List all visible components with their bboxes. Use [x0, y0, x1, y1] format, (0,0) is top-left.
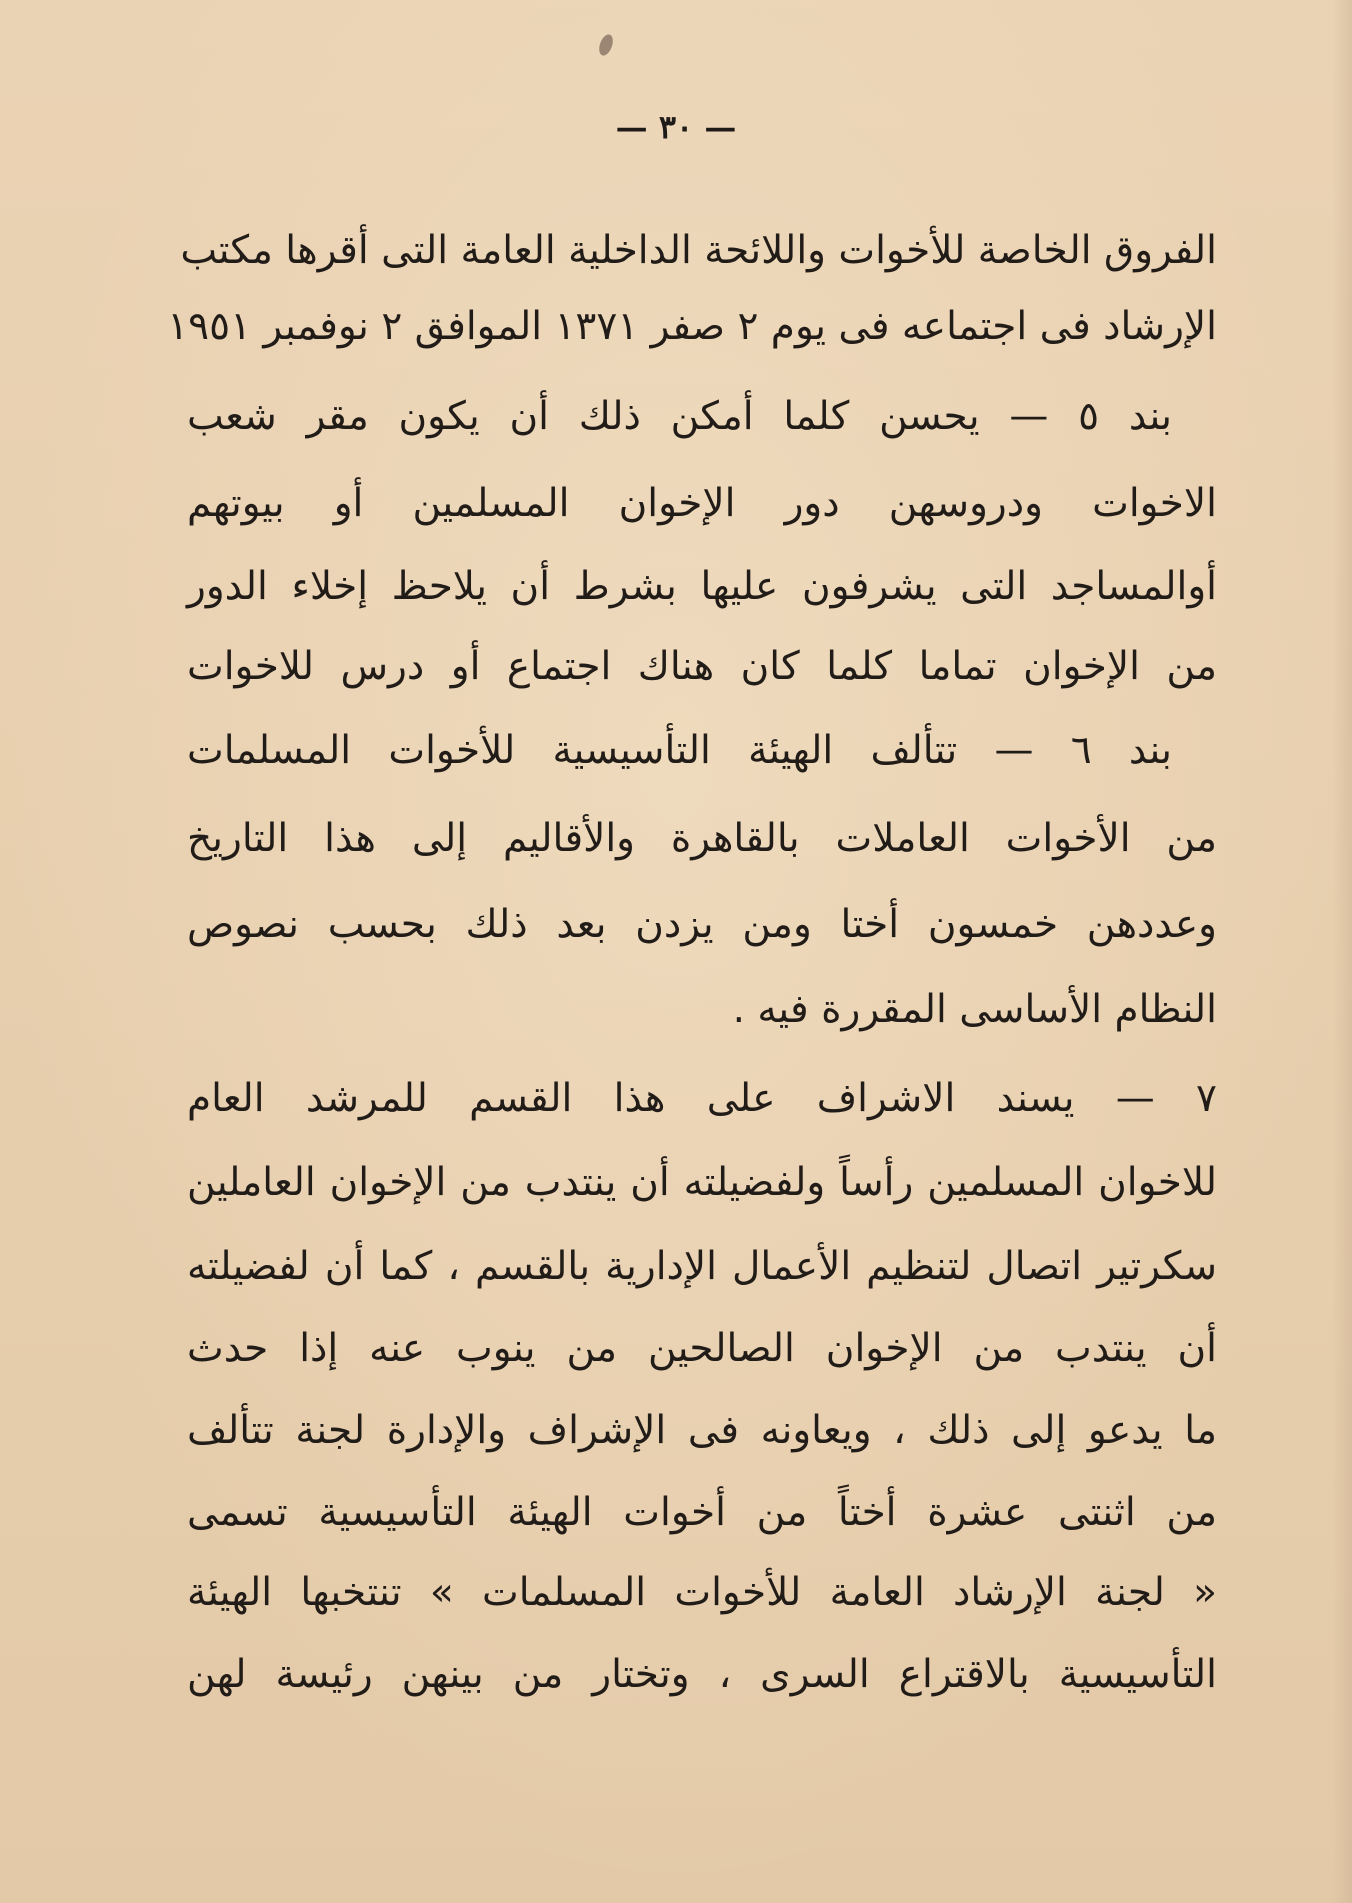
page-number: — ٣٠ — — [615, 108, 737, 146]
text-line-9: وعددهن خمسون أختا ومن يزدن بعد ذلك بحسب نصوص — [187, 902, 1217, 947]
text-line-8: من الأخوات العاملات بالقاهرة والأقاليم إلى هذا التاريخ — [187, 816, 1217, 861]
text-line-12: للاخوان المسلمين رأساً ولفضيلته أن ينتدب من الإخوان العاملين — [187, 1160, 1217, 1205]
text-line-18: التأسيسية بالاقتراع السرى ، وتختار من بينهن رئيسة لهن — [187, 1652, 1217, 1697]
text-line-5: أوالمساجد التى يشرفون عليها بشرط أن يلاحظ إخلاء الدور — [187, 564, 1217, 609]
text-line-6: من الإخوان تماما كلما كان هناك اجتماع أو درس للاخوات — [187, 644, 1217, 689]
text-line-15: ما يدعو إلى ذلك ، ويعاونه فى الإشراف والإدارة لجنة تتألف — [187, 1408, 1217, 1453]
text-line-1: الفروق الخاصة للأخوات واللائحة الداخلية العامة التى أقرها مكتب — [180, 228, 1217, 273]
text-line-16: من اثنتى عشرة أختاً من أخوات الهيئة التأسيسية تسمى — [187, 1490, 1217, 1535]
page-edge-shadow — [1332, 0, 1352, 1903]
ink-spot — [597, 33, 616, 58]
text-line-7: بند ٦ — تتألف الهيئة التأسيسية للأخوات المسلمات — [187, 728, 1172, 773]
text-line-3: بند ٥ — يحسن كلما أمكن ذلك أن يكون مقر شعب — [187, 394, 1172, 439]
text-line-2: الإرشاد فى اجتماعه فى يوم ٢ صفر ١٣٧١ الموافق ٢ نوفمبر ١٩٥١ — [167, 304, 1217, 349]
text-line-14: أن ينتدب من الإخوان الصالحين من ينوب عنه إذا حدث — [187, 1326, 1217, 1371]
text-line-11: ٧ — يسند الاشراف على هذا القسم للمرشد العام — [187, 1076, 1217, 1121]
text-line-17: « لجنة الإرشاد العامة للأخوات المسلمات » تنتخبها الهيئة — [187, 1570, 1217, 1615]
text-line-13: سكرتير اتصال لتنظيم الأعمال الإدارية بالقسم ، كما أن لفضيلته — [187, 1244, 1217, 1289]
text-line-4: الاخوات ودروسهن دور الإخوان المسلمين أو بيوتهم — [187, 481, 1217, 526]
text-line-10: النظام الأساسى المقررة فيه . — [732, 987, 1217, 1032]
